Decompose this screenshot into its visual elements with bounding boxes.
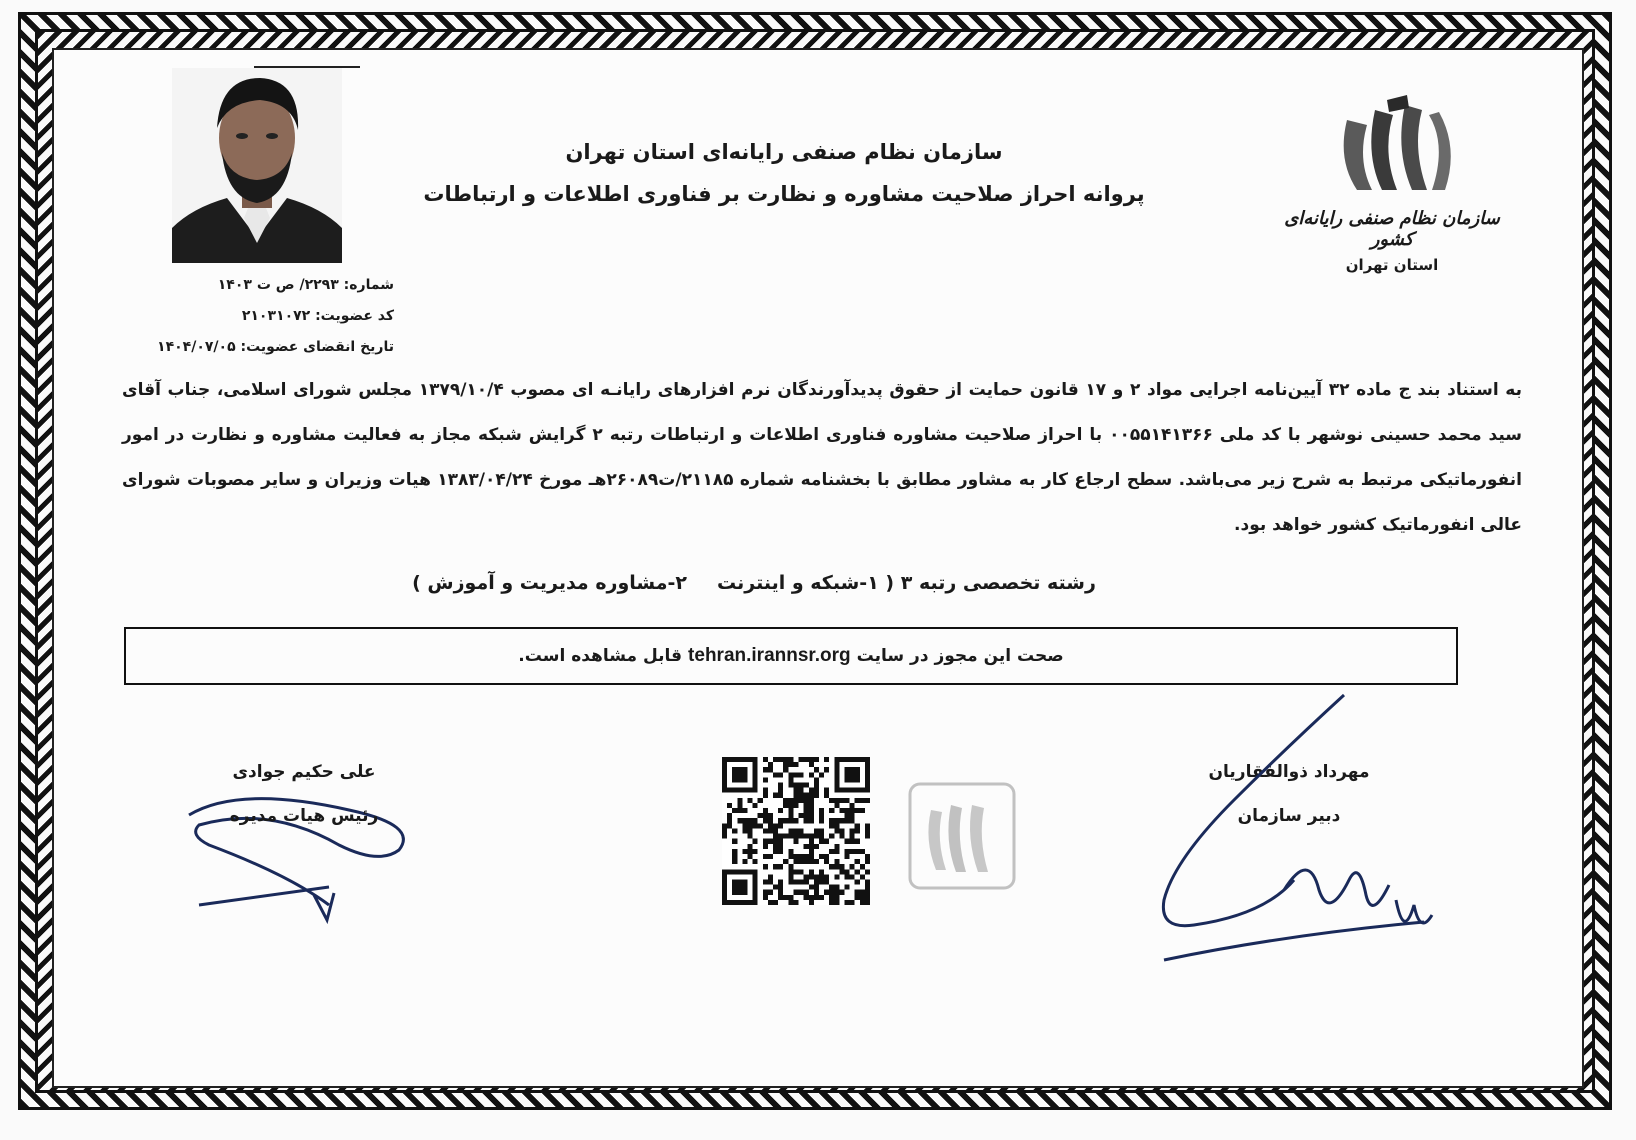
- organization-logo: [1272, 90, 1512, 280]
- chairman-name: علی حکیم جوادی: [232, 762, 376, 782]
- license-title: پروانه احراز صلاحیت مشاوره و نظارت بر فناوری اطلاعات و ارتباطات: [423, 182, 1145, 206]
- license-meta: [94, 270, 394, 363]
- verification-box: [124, 627, 1458, 685]
- specialty-field: [354, 572, 1154, 594]
- organization-title: سازمان نظام صنفی رایانه‌ای استان تهران: [565, 140, 1003, 164]
- secretary-signature: [1134, 690, 1434, 970]
- specialty-field-suffix: ۲-مشاوره مدیریت و آموزش ): [412, 572, 688, 594]
- specialty-field-prefix: رشته تخصصی رتبه ۳ ( ۱-شبکه و اینترنت: [717, 572, 1096, 594]
- certificate-sheet: [52, 48, 1584, 1088]
- stamp-icon: [906, 780, 1018, 892]
- qr-code-icon: [722, 757, 870, 905]
- verification-url[interactable]: tehran.irannsr.org: [688, 645, 851, 666]
- license-body: به استناد بند ج ماده ۳۲ آیین‌نامه اجرایی مواد ۲ و ۱۷ قانون حمایت از حقوق پدیدآورندگان نرم افزارهای رایانـه ای مصوب ۱۳۷۹/۱۰/۴ مجلس شورای اسلامی، جناب آقای سید محمد حسینی نوشهر با کد ملی ۰۰۵۵۱۴۱۳۶۶ با احراز صلاحیت مشاوره فناوری اطلاعات و ارتباطات رتبه ۲ گرایش شبکه مجاز به فعالیت مشاوره و نظارت در امور انفورماتیکی مرتبط به شرح زیر می‌باشد. سطح ارجاع کار به مشاور مطابق با بخشنامه شماره ۲۱۱۸۵/ت۲۶۰۸۹هـ مورخ ۱۳۸۳/۰۴/۲۴ هیات وزیران و سایر مصوبات شورای عالی انفورماتیک کشور خواهد بود.: [122, 380, 1522, 535]
- verification-text-after: قابل مشاهده است.: [518, 646, 683, 666]
- verification-text-before: صحت این مجوز در سایت: [856, 646, 1064, 666]
- secretary-title: دبیر سازمان: [1237, 806, 1341, 826]
- person-photo-icon: [172, 68, 342, 263]
- logo-province: استان تهران: [1345, 256, 1439, 274]
- membership-expiry: تاریخ انقضای عضویت: ۱۴۰۴/۰۷/۰۵: [157, 339, 394, 355]
- license-number: شماره: ۲۲۹۳/ ص ت ۱۴۰۳: [217, 277, 394, 293]
- organization-logo-icon: [1327, 90, 1457, 200]
- membership-code: کد عضویت: ۲۱۰۳۱۰۷۲: [241, 308, 394, 324]
- holder-photo: [172, 68, 342, 263]
- chairman-title: رئیس هیات مدیره: [229, 806, 379, 826]
- secretary-name: مهرداد ذوالفقاریان: [1208, 762, 1370, 782]
- certificate-titles: [384, 140, 1184, 206]
- logo-organization-name: سازمان نظام صنفی رایانه‌ای کشور: [1284, 208, 1500, 250]
